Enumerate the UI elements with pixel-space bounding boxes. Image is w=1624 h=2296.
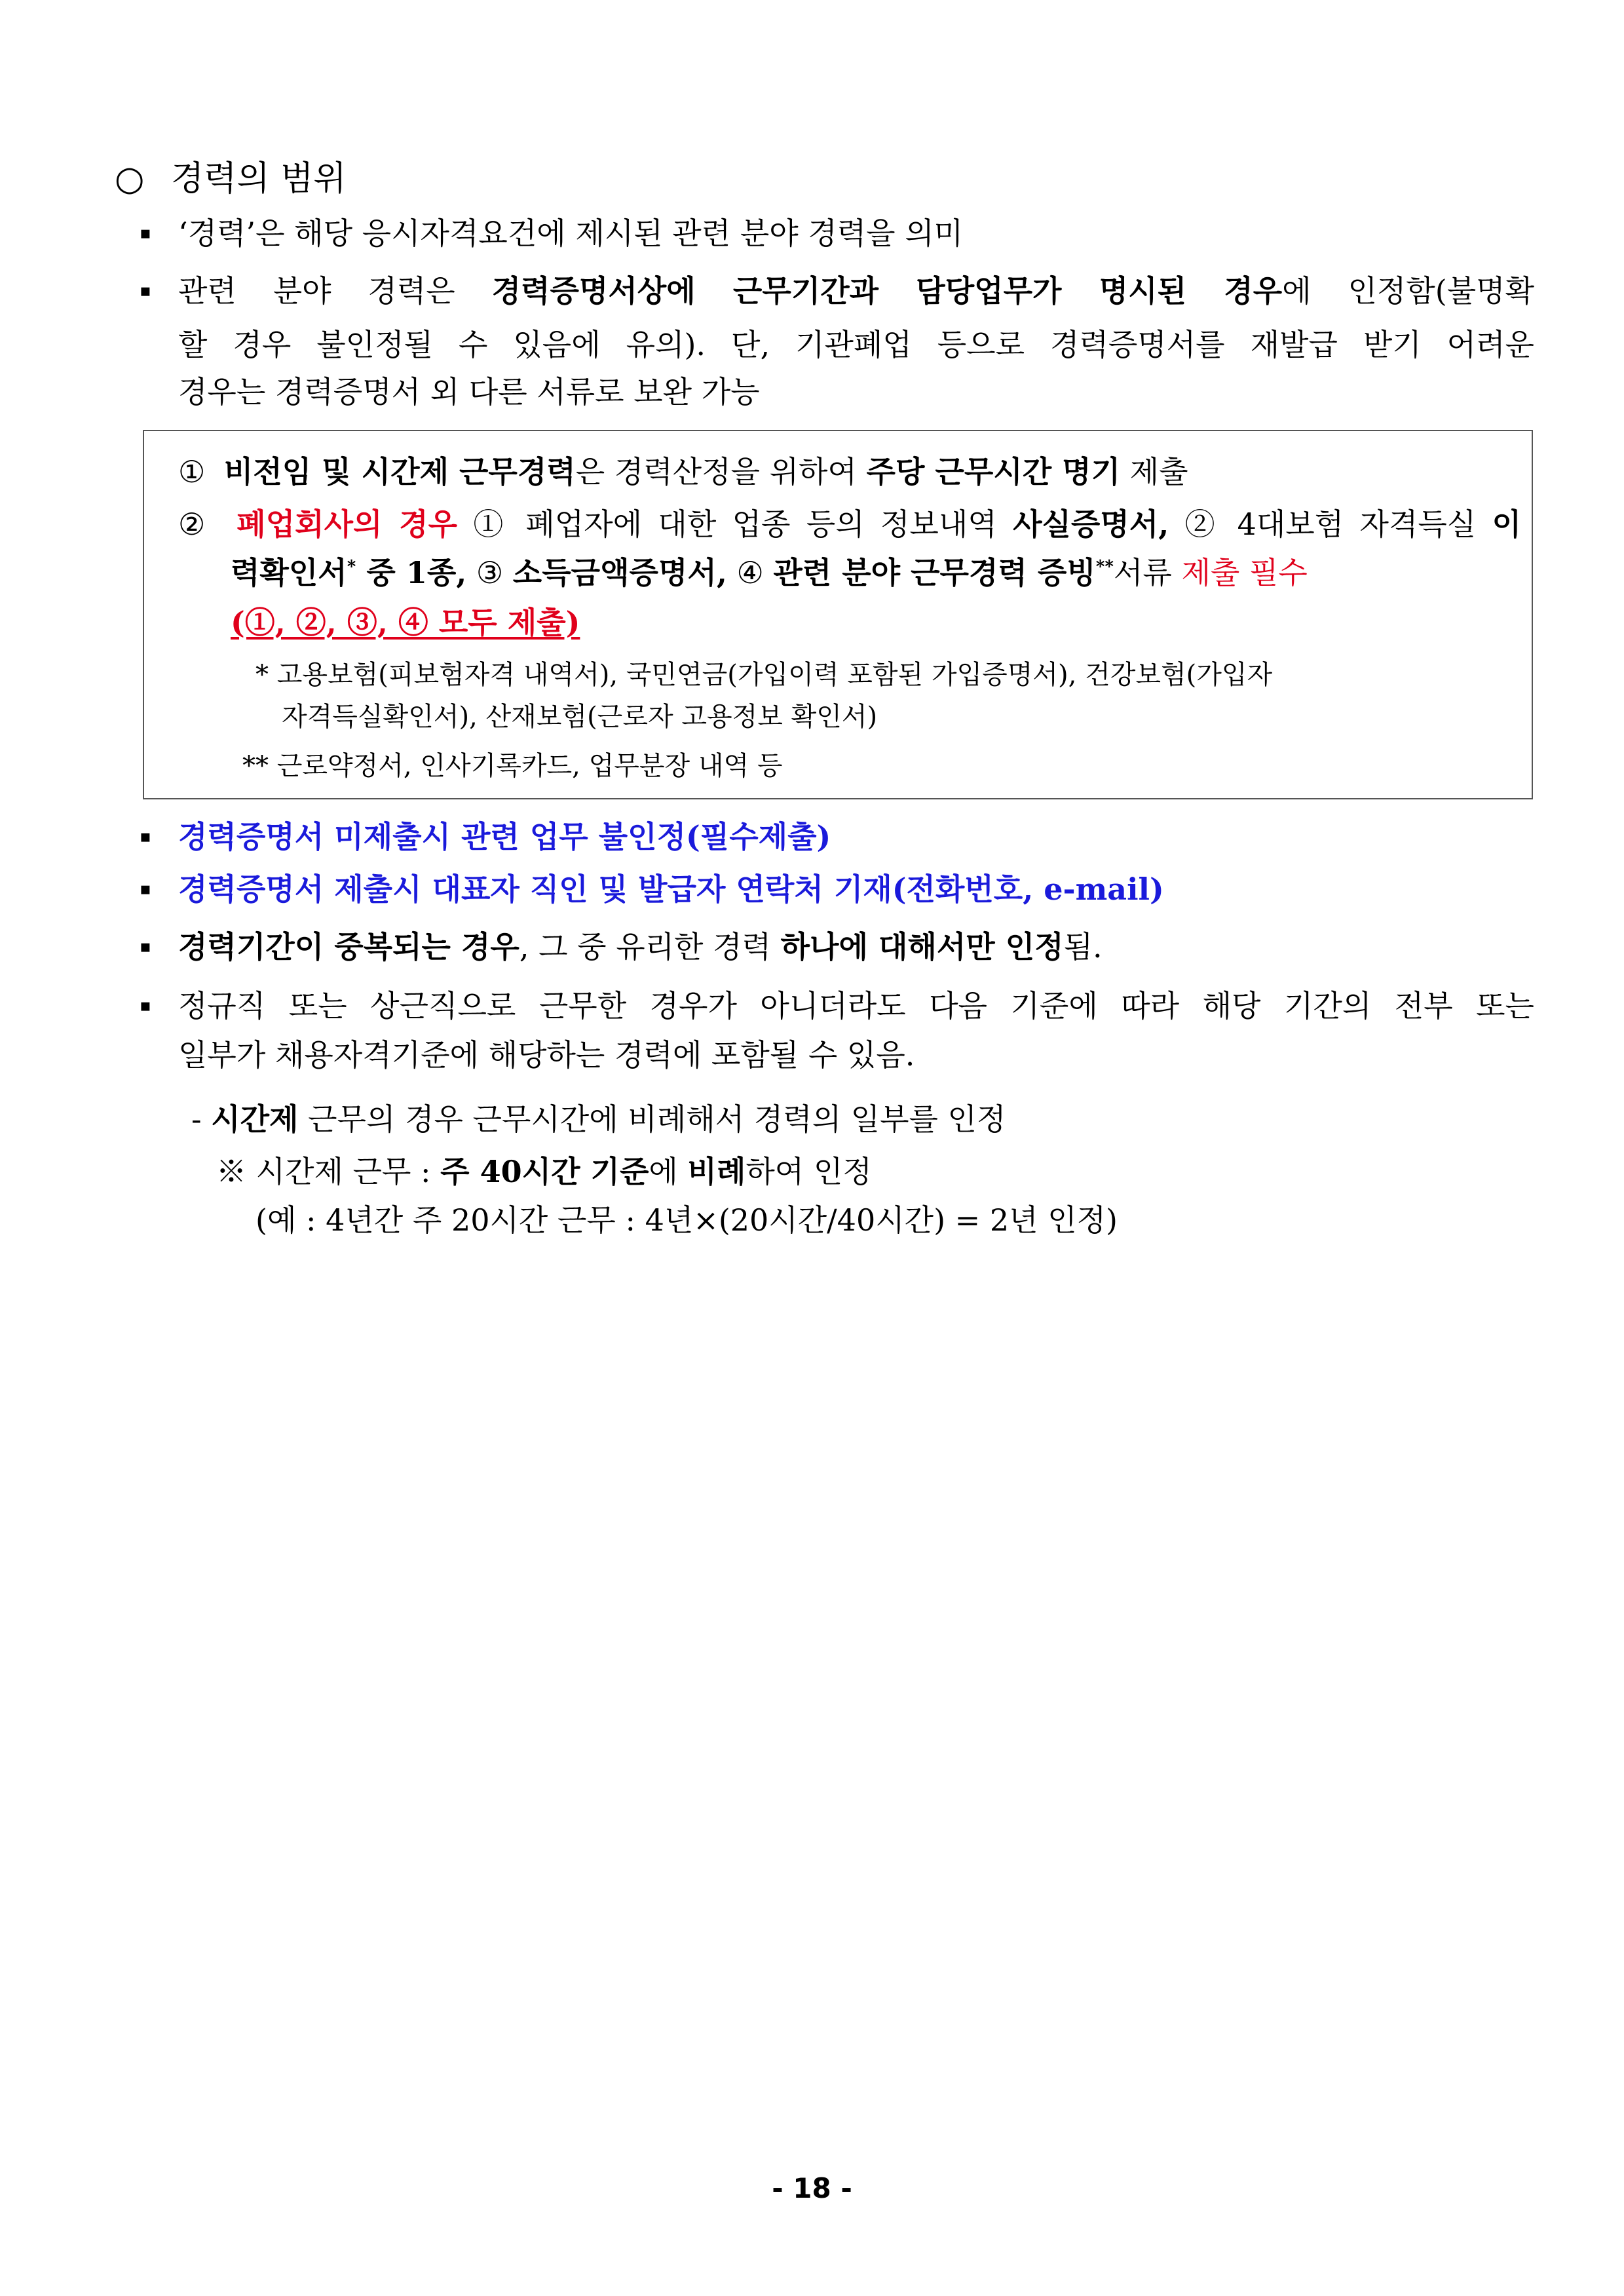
bullet-certificate-seal: 경력증명서 제출시 대표자 직인 및 발급자 연락처 기재(전화번호, e-mail) xyxy=(178,871,1164,907)
square-bullet-icon: ▪ xyxy=(140,827,151,847)
bullet-career-recognition-line1: 관련 분야 경력은 경력증명서상에 근무기간과 담당업무가 명시된 경우에 인정함(불명확 xyxy=(178,273,1535,309)
page-number: - 18 - xyxy=(772,2172,852,2204)
bullet-certificate-required: 경력증명서 미제출시 관련 업무 불인정(필수제출) xyxy=(178,819,831,854)
sub-item-part-time: - 시간제 근무의 경우 근무시간에 비례해서 경력의 일부를 인정 xyxy=(191,1101,1006,1137)
square-bullet-icon: ▪ xyxy=(140,879,151,899)
box-footnote-2: ** 근로약정서, 인사기록카드, 업무분장 내역 등 xyxy=(242,751,783,781)
section-title: 경력의 범위 xyxy=(170,159,347,199)
circle-marker: ○ xyxy=(115,159,145,199)
bullet-career-recognition-line2: 할 경우 불인정될 수 있음에 유의). 단, 기관폐업 등으로 경력증명서를 재발급 받기 어려운 xyxy=(178,327,1534,362)
square-bullet-icon: ▪ xyxy=(140,223,151,243)
box-footnote-1-line1: * 고용보험(피보험자격 내역서), 국민연금(가입이력 포함된 가입증명서), 건강보험(가입자 xyxy=(255,660,1273,690)
box-item-2-line1: ② 폐업회사의 경우 ① 폐업자에 대한 업종 등의 정보내역 사실증명서, ② 4대보험 자격득실 이 xyxy=(178,507,1521,542)
bullet-part-time-line1: 정규직 또는 상근직으로 근무한 경우가 아니더라도 다음 기준에 따라 해당 기간의 전부 또는 xyxy=(178,988,1534,1024)
bullet-career-meaning: ‘경력’은 해당 응시자격요건에 제시된 관련 분야 경력을 의미 xyxy=(178,216,964,251)
sub-note-part-time: ※ 시간제 근무 : 주 40시간 기준에 비례하여 인정 xyxy=(216,1154,872,1189)
box-footnote-1-line2: 자격득실확인서), 산재보험(근로자 고용정보 확인서) xyxy=(282,702,878,732)
bullet-career-recognition-line3: 경우는 경력증명서 외 다른 서류로 보완 가능 xyxy=(178,374,760,410)
section-heading xyxy=(115,156,347,202)
square-bullet-icon: ▪ xyxy=(140,996,151,1016)
square-bullet-icon: ▪ xyxy=(140,281,151,301)
box-item-2-line2: 력확인서* 중 1종, ③ 소득금액증명서, ④ 관련 분야 근무경력 증빙**서류 제출 필수 xyxy=(231,555,1308,590)
square-bullet-icon: ▪ xyxy=(140,937,151,957)
bullet-duplicate-period: 경력기간이 중복되는 경우, 그 중 유리한 경력 하나에 대해서만 인정됨. xyxy=(178,929,1103,965)
box-item-2-required-note: (①, ②, ③, ④ 모두 제출) xyxy=(231,605,580,640)
bullet-part-time-line2: 일부가 채용자격기준에 해당하는 경력에 포함될 수 있음. xyxy=(178,1037,915,1073)
sub-example: (예 : 4년간 주 20시간 근무 : 4년×(20시간/40시간) = 2년 인정) xyxy=(255,1202,1118,1238)
box-item-1: ① 비전임 및 시간제 근무경력은 경력산정을 위하여 주당 근무시간 명기 제출 xyxy=(178,454,1188,489)
